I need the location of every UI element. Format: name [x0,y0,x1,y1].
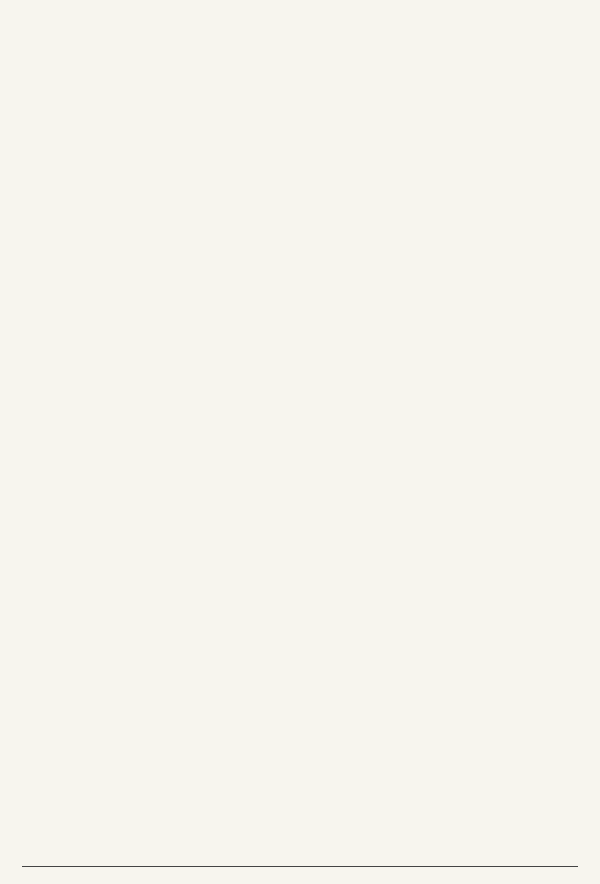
page-footer [22,866,578,870]
